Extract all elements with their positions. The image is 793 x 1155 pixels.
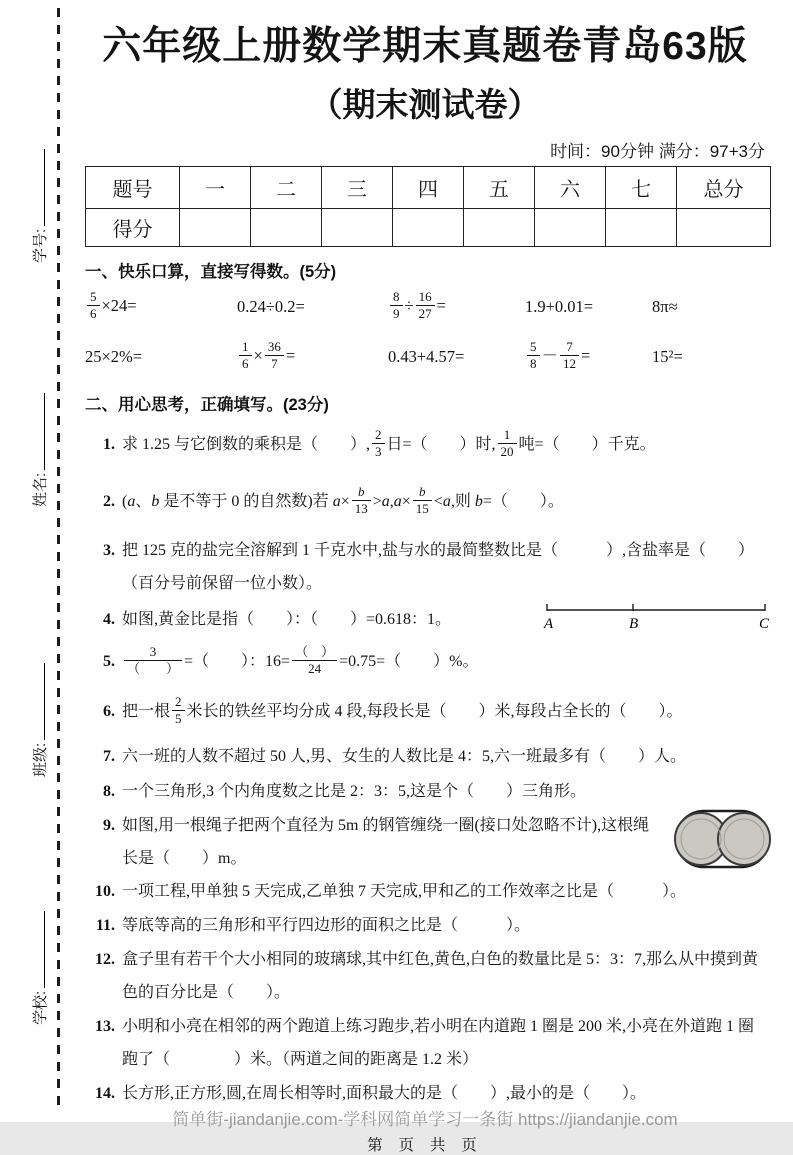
question-12 <box>85 943 765 1009</box>
calc-item: 0.24÷0.2= <box>237 297 305 317</box>
question-4 <box>85 603 770 636</box>
calc-item: $\frac{5}{8}$ － $\frac{7}{12}$ = <box>525 341 652 373</box>
score-cell-6 <box>535 209 606 247</box>
point-label-c: C <box>759 616 770 633</box>
score-row-label: 得分 <box>86 209 180 247</box>
question-3 <box>85 534 765 600</box>
score-table-header-row <box>86 167 771 209</box>
question-number: 10. <box>95 883 115 901</box>
question-text: 盒子里有若干个大小相同的玻璃球,其中红色,黄色,白色的数量比是 5：3：7,那么从中摸到黄色的百分比是（ ）。 <box>122 951 759 1002</box>
class-label: 班级: <box>31 742 49 777</box>
col-header-1: 一 <box>180 167 251 209</box>
exam-time-score-info: 时间：90分钟 满分：97+3分 <box>550 142 765 162</box>
calc-item: $\frac{8}{9}$ ÷ $\frac{16}{27}$ = <box>388 291 525 323</box>
question-text: 等底等高的三角形和平行四边形的面积之比是（ ）。 <box>122 917 531 935</box>
score-cell-5 <box>464 209 535 247</box>
student-name-label: 姓名: <box>31 472 49 507</box>
question-7 <box>85 740 765 773</box>
question-1 <box>85 422 765 468</box>
score-cell-7 <box>606 209 677 247</box>
question-13 <box>85 1010 765 1076</box>
question-number: 3. <box>103 542 115 560</box>
golden-ratio-segment-diagram <box>539 594 771 634</box>
question-number: 9. <box>103 817 115 835</box>
question-number: 6. <box>103 703 115 721</box>
col-header-5: 五 <box>464 167 535 209</box>
calc-item: 0.43+4.57= <box>388 347 465 367</box>
school-field <box>29 911 49 1025</box>
col-header-3: 三 <box>322 167 393 209</box>
question-number: 13. <box>95 1018 115 1036</box>
question-text: 长方形,正方形,圆,在周长相等时,面积最大的是（ ）,最小的是（ ）。 <box>122 1085 647 1103</box>
calc-row-1 <box>85 282 765 332</box>
question-number: 2. <box>103 493 115 511</box>
class-field <box>29 663 49 777</box>
calc-row-2 <box>85 332 765 382</box>
point-label-a: A <box>544 616 554 633</box>
score-cell-3 <box>322 209 393 247</box>
calc-item: 8π≈ <box>652 297 678 317</box>
question-text: 一个三角形,3 个内角度数之比是 2：3：5,这是个（ ）三角形。 <box>122 783 587 801</box>
student-id-blank-line <box>33 149 46 226</box>
question-text: 把 125 克的盐完全溶解到 1 千克水中,盐与水的最简整数比是（ ）,含盐率是（ ） （百分号前保留一位小数）。 <box>122 542 755 593</box>
question-number: 11. <box>95 917 115 935</box>
question-2 <box>85 479 765 525</box>
calc-item: 25×2%= <box>85 347 143 367</box>
question-5 <box>85 639 765 685</box>
page-number-footer: 第 页 共 页 <box>367 1137 483 1155</box>
pipe-circle-right <box>718 813 770 865</box>
question-11 <box>85 909 765 942</box>
watermark-text: 简单街-jiandanjie.com-学科网简单学习一条街 https://jiandanjie.com <box>172 1110 678 1130</box>
question-number-header: 题号 <box>86 167 180 209</box>
score-cell-2 <box>251 209 322 247</box>
score-cell-4 <box>393 209 464 247</box>
school-blank-line <box>33 911 46 988</box>
question-9 <box>85 809 765 875</box>
question-number: 12. <box>95 951 115 969</box>
col-header-6: 六 <box>535 167 606 209</box>
col-header-4: 四 <box>393 167 464 209</box>
wrapped-pipes-figure <box>673 804 772 874</box>
question-10 <box>85 875 765 908</box>
question-text: 如图,用一根绳子把两个直径为 5m 的钢管缠绕一圈(接口处忽略不计),这根绳长是（ ）m。 <box>122 817 650 868</box>
section1-title: 一、快乐口算，直接写得数。(5分) <box>85 263 337 282</box>
question-8 <box>85 775 765 808</box>
calc-item: $\frac{5}{6}$ ×24= <box>85 291 237 323</box>
page-subtitle: （期末测试卷） <box>309 85 541 123</box>
question-text: (a、b 是不等于 0 的自然数)若 a× $\frac{b}{13}$ >a,a× $\frac{b}{15}$ <a,则 b=（ ）。 <box>122 484 564 517</box>
student-id-label: 学号: <box>31 228 49 263</box>
question-text: 小明和小亮在相邻的两个跑道上练习跑步,若小明在内道跑 1 圈是 200 米,小亮在外道跑 1 圈跑了（ ）米。（两道之间的距离是 1.2 米） <box>122 1018 755 1069</box>
calc-item: 15²= <box>652 347 683 367</box>
class-blank-line <box>33 663 46 740</box>
score-table-score-row <box>86 209 771 247</box>
point-label-b: B <box>629 616 639 633</box>
question-text: $\frac{3}{( )}$ =（ ）：16= $\frac{( )}{24}$ =0.75=（ ）%。 <box>122 639 765 685</box>
col-header-total: 总分 <box>677 167 771 209</box>
section2-title: 二、用心思考，正确填写。(23分) <box>85 396 329 415</box>
question-number: 14. <box>95 1085 115 1103</box>
question-number: 5. <box>103 653 115 671</box>
question-text: 如图,黄金比是指（ ）：（ ）=0.618：1。 <box>122 611 452 629</box>
score-table <box>85 166 771 247</box>
question-number: 4. <box>103 611 115 629</box>
question-text: 把一根 $\frac{2}{5}$ 米长的铁丝平均分成 4 段,每段长是（ ）米,每段占全长的（ ）。 <box>122 694 683 727</box>
question-number: 7. <box>103 748 115 766</box>
question-6 <box>85 689 765 735</box>
score-cell-total <box>677 209 771 247</box>
student-name-blank-line <box>33 393 46 470</box>
calc-item: $\frac{1}{6}$ × $\frac{36}{7}$ = <box>237 341 388 373</box>
question-number: 1. <box>103 436 115 454</box>
question-text: 六一班的人数不超过 50 人,男、女生的人数比是 4：5,六一班最多有（ ）人。 <box>122 748 687 766</box>
question-text: 求 1.25 与它倒数的乘积是（ ）, $\frac{2}{3}$ 日=（ ）时, $\frac{1}{20}$ 吨=（ ）千克。 <box>122 427 656 460</box>
question-text: 一项工程,甲单独 5 天完成,乙单独 7 天完成,甲和乙的工作效率之比是（ ）。 <box>122 883 687 901</box>
exam-content <box>85 0 770 1155</box>
school-label: 学校: <box>31 990 49 1025</box>
calc-item: 1.9+0.01= <box>525 297 594 317</box>
col-header-7: 七 <box>606 167 677 209</box>
binding-dashed-line <box>57 8 60 1106</box>
page-title: 六年级上册数学期末真题卷青岛63版 <box>102 25 748 68</box>
question-14 <box>85 1077 765 1110</box>
question-number: 8. <box>103 783 115 801</box>
score-cell-1 <box>180 209 251 247</box>
student-id-field <box>29 149 49 263</box>
student-name-field <box>29 393 49 507</box>
col-header-2: 二 <box>251 167 322 209</box>
